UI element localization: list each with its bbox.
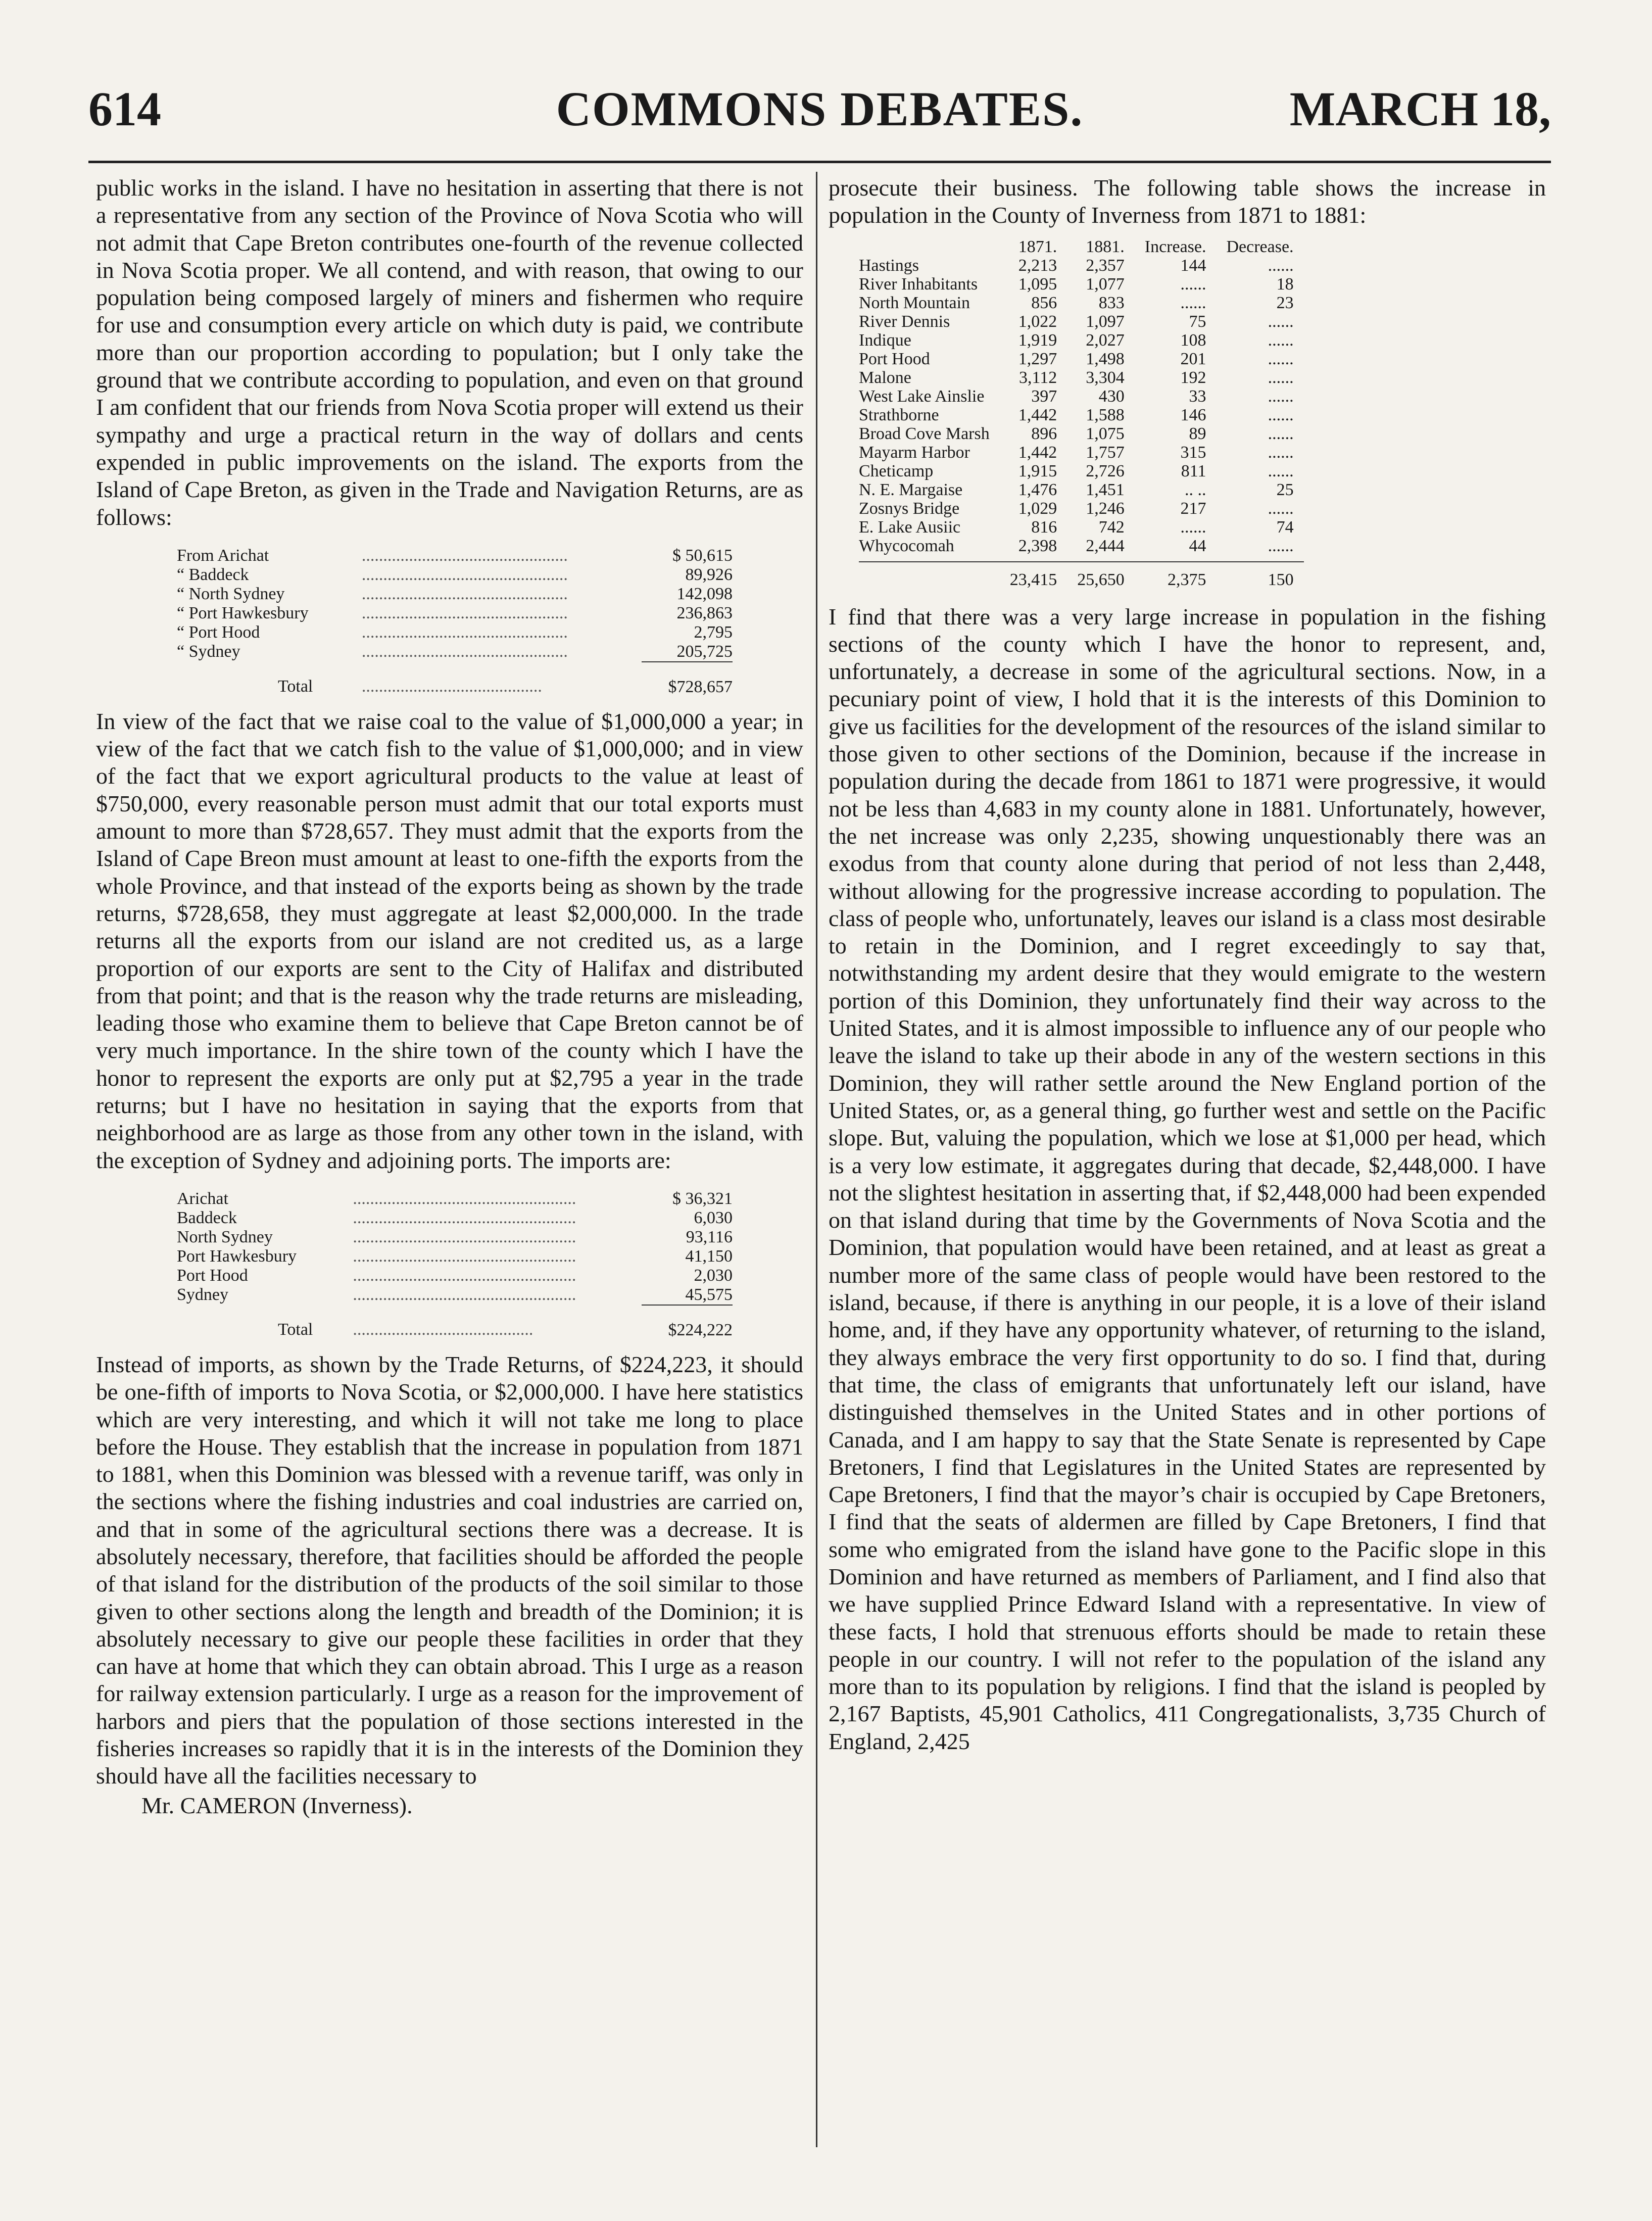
- import-amount: 6,030: [694, 1208, 733, 1227]
- table-header-row: [859, 237, 1304, 256]
- table-row: [859, 312, 1304, 331]
- cell-inc: 89: [1189, 424, 1206, 443]
- cell-inc: 75: [1189, 312, 1206, 331]
- cell-y1881: 1,588: [1086, 405, 1125, 424]
- place-name: Port Hood: [859, 349, 930, 368]
- import-amount: 93,116: [686, 1227, 733, 1246]
- cell-dec: ......: [1268, 443, 1294, 462]
- export-amount: $ 50,615: [672, 546, 733, 565]
- column-divider: [816, 172, 817, 2147]
- place-name: North Mountain: [859, 293, 970, 312]
- cell-y1881: 1,246: [1086, 499, 1125, 518]
- table-row: North Sydney .................................................... 93,116: [177, 1227, 733, 1246]
- table-row: [859, 331, 1304, 350]
- population-table: [859, 237, 1304, 589]
- left-paragraph-3: Instead of imports, as shown by the Trade Returns, of $224,223, it should be one-fifth of imports to Nova Scotia, or $2,000,000. I have here statistics which are very interesting, and which it will not take me long to place before the House. They establish that the increase in population from 1871 to 1881, when this Dominion was blessed with a revenue tariff, was only in the sections where the fishing industries and coal industries are carried on, and that in some of the agricultural sections there was a decrease. It is absolutely necessary, therefore, that facilities should be afforded the people of that island for the distribution of the products of the soil similar to those given to other sections along the length and breadth of the Dominion; it is absolutely necessary to give our people these facilities in order that they can have at home that which they can obtain abroad. This I urge as a reason for railway extension particularly. I urge as a reason for the improvement of harbors and piers that the population of those sections interested in the fisheries increases so rapidly that it is in the interests of the Dominion they should have all the facilities necessary to: [96, 1351, 803, 1789]
- cell-y1871: 896: [1031, 424, 1057, 443]
- totals-spacer: [859, 562, 1000, 589]
- cell-y1871: 2,398: [1018, 536, 1057, 555]
- cell-dec: ......: [1268, 424, 1294, 443]
- table-row: [859, 387, 1304, 406]
- table-row: Baddeck .................................................... 6,030: [177, 1208, 733, 1227]
- place-name: Indique: [859, 330, 911, 350]
- export-label: From Arichat: [177, 546, 269, 565]
- left-intro-paragraph: public works in the island. I have no hesitation in asserting that there is not a representative from any section of the Province of Nova Scotia who will not admit that Cape Breton contributes one-fourth of the revenue collected in Nova Scotia proper. We all contend, and with reason, that owing to our population being composed largely of miners and fishermen who require for use and consumption every article on which duty is paid, we contribute more than our proportion according to population; but I only take the ground that we contribute according to population, and even on that ground I am confident that our friends from Nova Scotia proper will extend us their sympathy and urge a practical return in the way of dollars and cents expended in public improvements on the island. The exports from the Island of Cape Breton, as given in the Trade and Navigation Returns, are as follows:: [96, 175, 803, 530]
- speaker-attribution: Mr. CAMERON (Inverness).: [141, 1792, 413, 1818]
- cell-y1871: 1,915: [1018, 461, 1057, 480]
- place-name: E. Lake Ausiic: [859, 517, 961, 537]
- cell-y1871: 1,442: [1018, 443, 1057, 462]
- exports-table: [177, 546, 733, 697]
- cell-inc: 201: [1180, 349, 1206, 368]
- cell-dec: ......: [1268, 349, 1294, 368]
- cell-y1871: 3,112: [1019, 368, 1057, 387]
- place-name: Zosnys Bridge: [859, 499, 960, 518]
- place-name: Broad Cove Marsh: [859, 424, 990, 443]
- totals-row: [859, 562, 1304, 589]
- cell-y1881: 1,498: [1086, 349, 1125, 368]
- imports-total-row: Total .......................................... $224,222: [177, 1305, 733, 1340]
- right-intro-paragraph: prosecute their business. The following table shows the increase in population in the County of Inverness from 1871 to 1881:: [829, 175, 1546, 228]
- place-name: Cheticamp: [859, 461, 934, 480]
- cell-dec: ......: [1268, 256, 1294, 275]
- cell-dec: ......: [1268, 499, 1294, 518]
- cell-y1881: 833: [1098, 293, 1125, 312]
- table-row: Port Hood .................................................... 2,030: [177, 1266, 733, 1285]
- cell-dec: ......: [1268, 368, 1294, 387]
- page-number: 614: [88, 82, 161, 136]
- cell-y1871: 1,919: [1018, 330, 1057, 350]
- cell-y1871: 1,442: [1018, 405, 1057, 424]
- exports-total-row: Total .......................................... $728,657: [177, 662, 733, 697]
- cell-dec: 25: [1276, 480, 1294, 499]
- cell-y1871: 816: [1031, 517, 1057, 537]
- import-amount: $ 36,321: [672, 1189, 733, 1208]
- export-amount: 89,926: [685, 565, 733, 584]
- table-row: “ Port Hawkesbury ................................................ 236,863: [177, 603, 733, 622]
- cell-dec: ......: [1268, 536, 1294, 555]
- import-label: Port Hawkesbury: [177, 1246, 297, 1266]
- cell-inc: 217: [1180, 499, 1206, 518]
- cell-y1881: 2,726: [1086, 461, 1125, 480]
- cell-inc: ......: [1180, 517, 1206, 537]
- header-rule: [88, 161, 1551, 163]
- table-row: [859, 256, 1304, 275]
- export-amount: 2,795: [694, 622, 733, 642]
- cell-inc: 144: [1180, 256, 1206, 275]
- cell-y1881: 3,304: [1086, 368, 1125, 387]
- col-header-increase: Increase.: [1144, 237, 1206, 256]
- right-column: [829, 174, 1546, 1755]
- export-amount: 236,863: [676, 603, 733, 622]
- place-name: River Inhabitants: [859, 274, 978, 294]
- right-paragraph: I find that there was a very large increase in population in the fishing sections of the county which I have the honor to represent, and, unfortunately, a decrease in some of the agricultural sections. Now, in a pecuniary point of view, I hold that it is the interests of this Dominion to give us facilities for the development of the resources of the island similar to those given to other sections of the Dominion, because if the increase in population during the decade from 1861 to 1871 were progressive, it would not be less than 4,683 in my county alone in 1881. Unfortunately, however, the net increase was only 2,235, showing unquestionably there was an exodus from that county alone during that period of not less than 2,448, without allowing for the progressive increase according to population. The class of people who, unfortunately, leaves our island is a class most desirable to retain in the Dominion, and I regret exceedingly to say that, notwithstanding my ardent desire that they would emigrate to the western portion of this Dominion, they unfortunately find their way across to the United States, and it is almost impossible to influence any of our people who leave the island to take up their abode in any of the western sections in this Dominion, they will rather settle around the New England portion of the United States, or, as a general thing, go further west and settle on the Pacific slope. But, valuing the population, which we lose at $1,000 per head, which is a very low estimate, it aggregates during that decade, $2,448,000. I have not the slightest hesitation in asserting that, if $2,448,000 had been expended on that island during that time by the Governments of Nova Scotia and the Dominion, that population would have been retained, and at least as great a number more of the same class of people would have been restored to the island, because, if there is anything in our people, it is a love of their island home, and, if they have any opportunity whatever, of returning to the island, they always embrace the very first opportunity to do so. I find that, during that time, the class of emigrants that unfortunately left our island, have distinguished themselves in the United States and in other portions of Canada, and I am happy to say that the State Senate is represented by Cape Bretoners, I find that Legislatures in the United States are represented by Cape Bretoners, I find that the mayor’s chair is occupied by Cape Bretoners, I find that the seats of aldermen are filled by Cape Bretoners, I find that some who emigrated from the island have gone to the Pacific slope in this Dominion and have returned as members of Parliament, and I find also that we have supplied Prince Edward Island with a representative. In view of these facts, I hold that strenuous efforts should be made to retain these people in our country. I will not refer to the population of the island any more than to its population by religions. I find that the island is peopled by 2,167 Baptists, 45,901 Catholics, 411 Congregationalists, 3,735 Church of England, 2,425: [829, 603, 1546, 1754]
- cell-y1871: 397: [1031, 387, 1057, 406]
- exports-total: $728,657: [668, 677, 733, 696]
- left-paragraph-2: In view of the fact that we raise coal to the value of $1,000,000 a year; in view of the fact that we catch fish to the value of $1,000,000; and in view of the fact that we export agricultural products to the value at least of $750,000, every reasonable person must admit that our total exports must amount to more than $728,657. They must admit that the exports from the Island of Cape Breon must amount at least to one-fifth the exports from the whole Province, and that instead of the exports being as shown by the trade returns, $728,658, they must aggregate at least $2,000,000. In the trade returns all the exports from our island are not credited us, as a large proportion of our exports are sent to the City of Halifax and distributed from that point; and that is the reason why the trade returns are misleading, leading those who examine them to believe that Cape Breton cannot be of very much importance. In the shire town of the county which I have the honor to represent the exports are only put at $2,795 a year in the trade returns; but I have no hesitation in saying that the exports from that neighborhood are as large as those from any other town in the island, with the exception of Sydney and adjoining ports. The imports are:: [96, 708, 803, 1173]
- table-row: “ Sydney ................................................ 205,725: [177, 642, 733, 661]
- cell-y1871: 856: [1031, 293, 1057, 312]
- cell-y1871: 1,095: [1018, 274, 1057, 294]
- table-row: [859, 294, 1304, 312]
- total-y1871: 23,415: [1000, 562, 1067, 589]
- imports-total: $224,222: [668, 1320, 733, 1339]
- place-name: Whycocomah: [859, 536, 954, 555]
- export-amount: 205,725: [642, 642, 733, 662]
- import-label: North Sydney: [177, 1227, 273, 1246]
- table-row: [859, 443, 1304, 462]
- cell-y1871: 1,476: [1018, 480, 1057, 499]
- table-row: “ North Sydney ................................................ 142,098: [177, 584, 733, 603]
- cell-dec: ......: [1268, 405, 1294, 424]
- table-row: [859, 480, 1304, 499]
- cell-y1881: 1,075: [1086, 424, 1125, 443]
- cell-y1881: 2,444: [1086, 536, 1125, 555]
- table-row: Arichat .................................................... $ 36,321: [177, 1189, 733, 1208]
- export-label: “ Baddeck: [177, 565, 249, 584]
- page-date: MARCH 18,: [1289, 82, 1551, 136]
- place-name: Strathborne: [859, 405, 939, 424]
- cell-dec: ......: [1268, 461, 1294, 480]
- cell-y1881: 430: [1098, 387, 1125, 406]
- cell-inc: 192: [1180, 368, 1206, 387]
- cell-dec: 23: [1276, 293, 1294, 312]
- cell-y1871: 1,022: [1018, 312, 1057, 331]
- table-row: Sydney .................................................... 45,575: [177, 1285, 733, 1305]
- left-column: [96, 174, 803, 1819]
- place-name: Mayarm Harbor: [859, 443, 970, 462]
- import-label: Sydney: [177, 1285, 228, 1305]
- total-label: Total: [278, 1320, 313, 1339]
- cell-y1881: 2,357: [1086, 256, 1125, 275]
- total-dec: 150: [1217, 562, 1304, 589]
- cell-inc: 315: [1180, 443, 1206, 462]
- export-label: “ North Sydney: [177, 584, 285, 603]
- total-y1881: 25,650: [1067, 562, 1135, 589]
- cell-inc: 33: [1189, 387, 1206, 406]
- place-name: N. E. Margaise: [859, 480, 963, 499]
- cell-y1881: 1,451: [1086, 480, 1125, 499]
- table-row: From Arichat ................................................ $ 50,615: [177, 546, 733, 565]
- place-name: Hastings: [859, 256, 919, 275]
- cell-inc: 811: [1181, 461, 1206, 480]
- cell-dec: ......: [1268, 330, 1294, 350]
- imports-table: [177, 1189, 733, 1340]
- import-amount: 41,150: [685, 1246, 733, 1266]
- col-header-1871: 1871.: [1018, 237, 1057, 256]
- cell-inc: 108: [1180, 330, 1206, 350]
- cell-y1871: 2,213: [1018, 256, 1057, 275]
- cell-y1871: 1,297: [1018, 349, 1057, 368]
- cell-y1881: 2,027: [1086, 330, 1125, 350]
- table-row: [859, 537, 1304, 562]
- import-amount: 2,030: [694, 1266, 733, 1285]
- cell-y1881: 1,097: [1086, 312, 1125, 331]
- cell-dec: ......: [1268, 387, 1294, 406]
- export-label: “ Port Hood: [177, 622, 260, 642]
- cell-y1881: 742: [1098, 517, 1125, 537]
- import-label: Port Hood: [177, 1266, 248, 1285]
- table-row: [859, 350, 1304, 368]
- table-row: [859, 499, 1304, 518]
- cell-y1881: 1,077: [1086, 274, 1125, 294]
- cell-y1881: 1,757: [1086, 443, 1125, 462]
- cell-dec: 18: [1276, 274, 1294, 294]
- table-row: [859, 368, 1304, 387]
- cell-inc: ......: [1180, 274, 1206, 294]
- total-label: Total: [278, 677, 313, 696]
- col-header-1881: 1881.: [1086, 237, 1125, 256]
- export-amount: 142,098: [676, 584, 733, 603]
- col-header-decrease: Decrease.: [1226, 237, 1294, 256]
- table-row: [859, 462, 1304, 480]
- export-label: “ Sydney: [177, 642, 240, 661]
- cell-inc: .. ..: [1185, 480, 1206, 499]
- export-label: “ Port Hawkesbury: [177, 603, 309, 622]
- table-row: [859, 424, 1304, 443]
- place-name: West Lake Ainslie: [859, 387, 985, 406]
- page-title: COMMONS DEBATES.: [556, 82, 1084, 136]
- cell-dec: 74: [1276, 517, 1294, 537]
- table-row: “ Port Hood ................................................ 2,795: [177, 622, 733, 642]
- table-row: Port Hawkesbury .................................................... 41,150: [177, 1246, 733, 1266]
- table-row: [859, 275, 1304, 294]
- table-row: [859, 406, 1304, 424]
- import-label: Arichat: [177, 1189, 228, 1208]
- import-label: Baddeck: [177, 1208, 237, 1227]
- page-header: [88, 81, 1551, 152]
- table-row: [859, 518, 1304, 537]
- cell-inc: ......: [1180, 293, 1206, 312]
- table-row: “ Baddeck ................................................ 89,926: [177, 565, 733, 584]
- total-inc: 2,375: [1135, 562, 1217, 589]
- cell-dec: ......: [1268, 312, 1294, 331]
- import-amount: 45,575: [642, 1285, 733, 1305]
- cell-y1871: 1,029: [1018, 499, 1057, 518]
- cell-inc: 146: [1180, 405, 1206, 424]
- cell-inc: 44: [1189, 536, 1206, 555]
- place-name: Malone: [859, 368, 911, 387]
- place-name: River Dennis: [859, 312, 950, 331]
